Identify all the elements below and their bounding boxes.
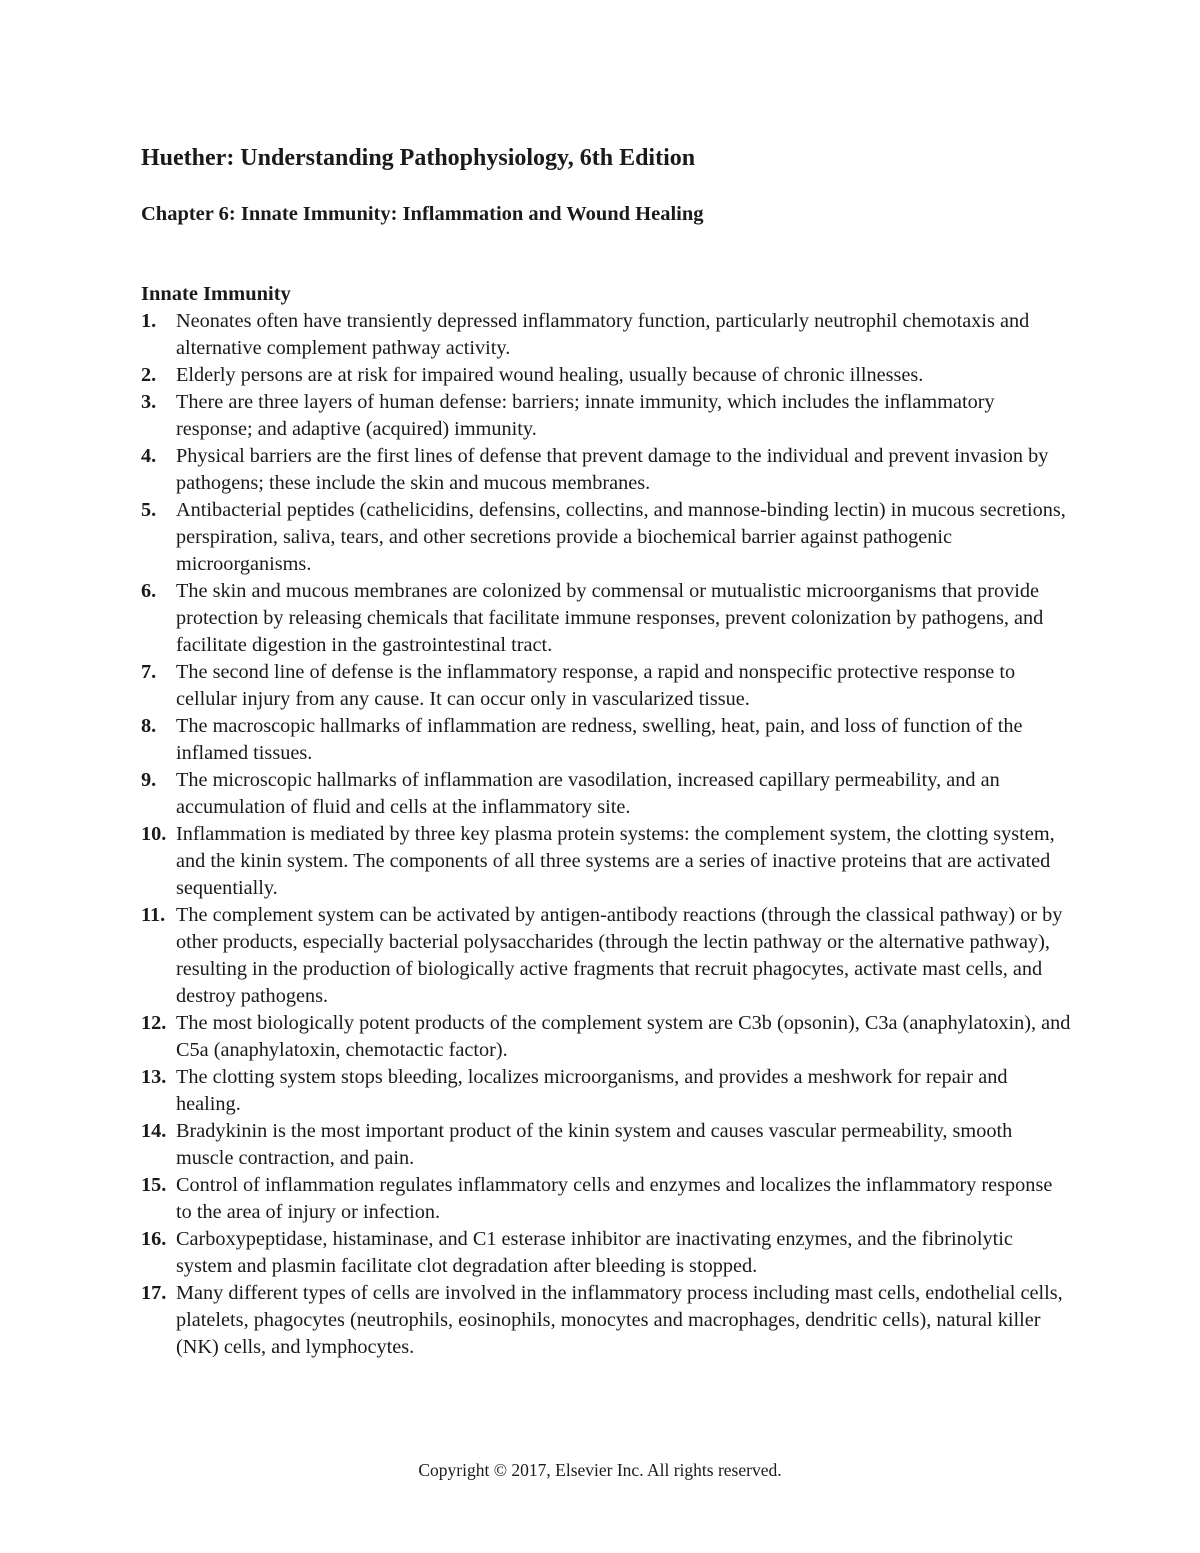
item-text: Antibacterial peptides (cathelicidins, defensins, collectins, and mannose-binding lectin) in mucous secretions, perspiration, saliva, tears, and other secretions provide a biochemical barrier against pathogenic microorganisms. [176, 499, 1066, 575]
list-item [141, 1226, 1071, 1280]
list-item [141, 1010, 1071, 1064]
book-title: Huether: Understanding Pathophysiology, 6th Edition [141, 145, 696, 171]
list-item [141, 308, 1071, 362]
innate-immunity-section [141, 281, 1071, 1361]
item-number: 13. [141, 1066, 167, 1088]
list-item [141, 1064, 1071, 1118]
list-item [141, 362, 1071, 389]
item-number: 11. [141, 904, 166, 926]
item-number: 8. [141, 715, 157, 737]
item-text: Bradykinin is the most important product of the kinin system and causes vascular permeability, smooth muscle contraction, and pain. [176, 1120, 1013, 1169]
item-number: 5. [141, 499, 157, 521]
list-item [141, 443, 1071, 497]
item-number: 4. [141, 445, 157, 467]
item-number: 6. [141, 580, 157, 602]
list-item [141, 389, 1071, 443]
key-points-list [141, 308, 1071, 1361]
list-item [141, 821, 1071, 902]
list-item [141, 1118, 1071, 1172]
item-text: Inflammation is mediated by three key plasma protein systems: the complement system, the clotting system, and the kinin system. The components of all three systems are a series of inactive proteins that are activated sequentially. [176, 823, 1055, 899]
list-item [141, 497, 1071, 578]
item-text: The skin and mucous membranes are colonized by commensal or mutualistic microorganisms that provide protection by releasing chemicals that facilitate immune responses, prevent colonization by pathogens, and facilitate digestion in the gastrointestinal tract. [176, 580, 1044, 656]
item-text: The complement system can be activated by antigen-antibody reactions (through the classical pathway) or by other products, especially bacterial polysaccharides (through the lectin pathway or the alternative pathway), resulting in the production of biologically active fragments that recruit phagocytes, activate mast cells, and destroy pathogens. [176, 904, 1063, 1007]
item-text: The microscopic hallmarks of inflammation are vasodilation, increased capillary permeability, and an accumulation of fluid and cells at the inflammatory site. [176, 769, 1000, 818]
item-number: 1. [141, 310, 157, 332]
item-number: 10. [141, 823, 167, 845]
item-number: 14. [141, 1120, 167, 1142]
item-number: 12. [141, 1012, 167, 1034]
item-text: The second line of defense is the inflammatory response, a rapid and nonspecific protective response to cellular injury from any cause. It can occur only in vascularized tissue. [176, 661, 1016, 710]
item-text: The macroscopic hallmarks of inflammation are redness, swelling, heat, pain, and loss of function of the inflamed tissues. [176, 715, 1023, 764]
list-item [141, 713, 1071, 767]
item-text: Many different types of cells are involved in the inflammatory process including mast cells, endothelial cells, platelets, phagocytes (neutrophils, eosinophils, monocytes and macrophages, dendritic cells), natural killer (NK) cells, and lymphocytes. [176, 1282, 1063, 1358]
list-item [141, 902, 1071, 1010]
copyright-footer: Copyright © 2017, Elsevier Inc. All rights reserved. [418, 1460, 782, 1480]
item-number: 9. [141, 769, 157, 791]
item-text: Physical barriers are the first lines of defense that prevent damage to the individual and prevent invasion by pathogens; these include the skin and mucous membranes. [176, 445, 1049, 494]
list-item [141, 767, 1071, 821]
list-item [141, 1172, 1071, 1226]
item-number: 15. [141, 1174, 167, 1196]
section-heading: Innate Immunity [141, 283, 291, 305]
list-item [141, 578, 1071, 659]
list-item [141, 1280, 1071, 1361]
item-text: Control of inflammation regulates inflammatory cells and enzymes and localizes the inflammatory response to the area of injury or infection. [176, 1174, 1053, 1223]
list-item [141, 659, 1071, 713]
item-text: Carboxypeptidase, histaminase, and C1 esterase inhibitor are inactivating enzymes, and the fibrinolytic system and plasmin facilitate clot degradation after bleeding is stopped. [176, 1228, 1013, 1277]
chapter-title: Chapter 6: Innate Immunity: Inflammation and Wound Healing [141, 203, 704, 225]
item-text: Elderly persons are at risk for impaired wound healing, usually because of chronic illnesses. [176, 364, 924, 386]
item-text: Neonates often have transiently depressed inflammatory function, particularly neutrophil chemotaxis and alternative complement pathway activity. [176, 310, 1030, 359]
item-number: 7. [141, 661, 157, 683]
item-text: The clotting system stops bleeding, localizes microorganisms, and provides a meshwork for repair and healing. [176, 1066, 1008, 1115]
item-number: 17. [141, 1282, 167, 1304]
item-number: 16. [141, 1228, 167, 1250]
item-text: There are three layers of human defense: barriers; innate immunity, which includes the inflammatory response; and adaptive (acquired) immunity. [176, 391, 995, 440]
item-number: 2. [141, 364, 157, 386]
item-text: The most biologically potent products of the complement system are C3b (opsonin), C3a (anaphylatoxin), and C5a (anaphylatoxin, chemotactic factor). [176, 1012, 1071, 1061]
item-number: 3. [141, 391, 157, 413]
